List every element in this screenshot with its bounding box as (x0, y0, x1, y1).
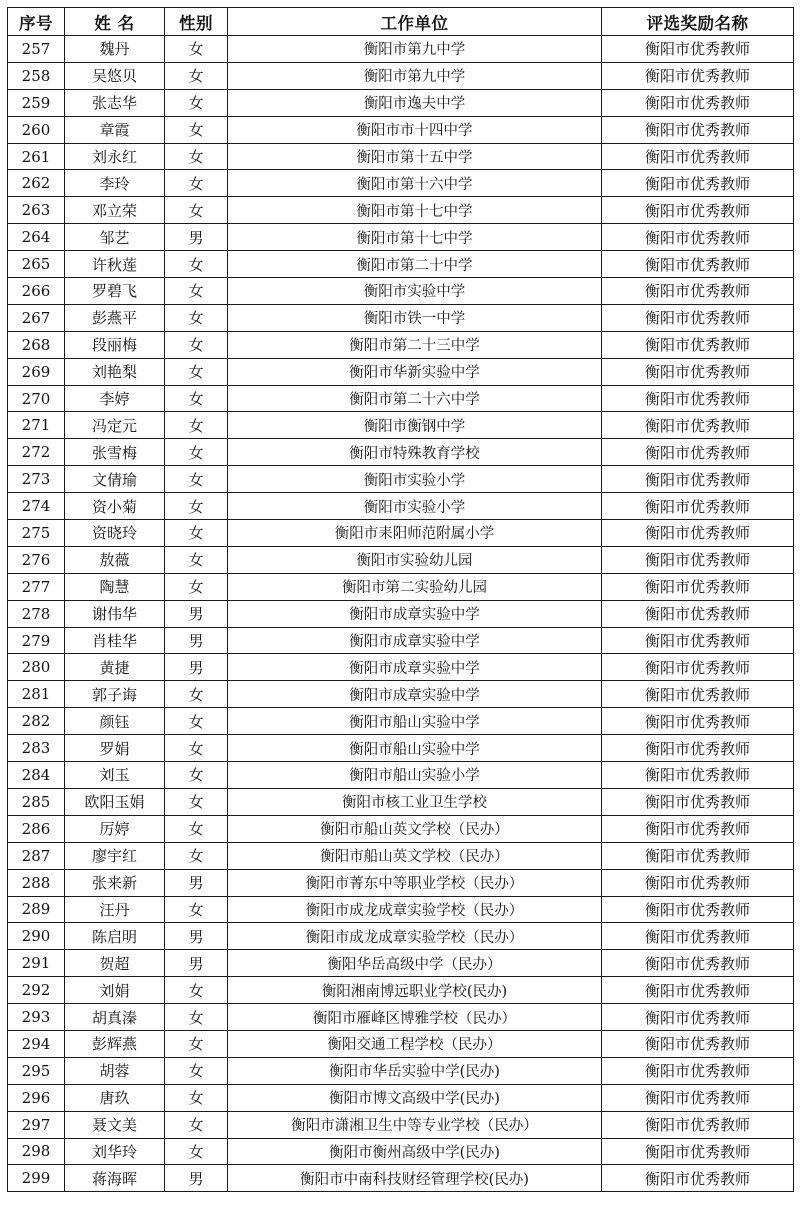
unit-cell: 衡阳市华岳实验中学(民办) (228, 1057, 602, 1084)
award-cell: 衡阳市优秀教师 (602, 627, 794, 654)
unit-cell: 衡阳交通工程学校（民办） (228, 1030, 602, 1057)
gender-cell: 男 (165, 950, 228, 977)
award-cell: 衡阳市优秀教师 (602, 170, 794, 197)
unit-cell: 衡阳湘南博远职业学校(民办) (228, 977, 602, 1004)
name-cell: 颜钰 (65, 708, 165, 735)
name-cell: 陈启明 (65, 923, 165, 950)
award-cell: 衡阳市优秀教师 (602, 1138, 794, 1165)
header-name: 姓 名 (65, 8, 165, 36)
award-cell: 衡阳市优秀教师 (602, 1084, 794, 1111)
name-cell: 郭子诲 (65, 681, 165, 708)
gender-cell: 女 (165, 116, 228, 143)
award-cell: 衡阳市优秀教师 (602, 251, 794, 278)
table-row (8, 762, 794, 789)
award-cell: 衡阳市优秀教师 (602, 950, 794, 977)
seq-cell: 262 (8, 170, 65, 197)
award-cell: 衡阳市优秀教师 (602, 385, 794, 412)
name-cell: 魏丹 (65, 36, 165, 63)
table-row (8, 815, 794, 842)
seq-cell: 291 (8, 950, 65, 977)
award-cell: 衡阳市优秀教师 (602, 197, 794, 224)
table-row (8, 1030, 794, 1057)
gender-cell: 女 (165, 681, 228, 708)
award-cell: 衡阳市优秀教师 (602, 842, 794, 869)
name-cell: 张来新 (65, 869, 165, 896)
award-cell: 衡阳市优秀教师 (602, 412, 794, 439)
award-cell: 衡阳市优秀教师 (602, 600, 794, 627)
seq-cell: 284 (8, 762, 65, 789)
seq-cell: 289 (8, 896, 65, 923)
seq-cell: 286 (8, 815, 65, 842)
seq-cell: 297 (8, 1111, 65, 1138)
seq-cell: 267 (8, 304, 65, 331)
gender-cell: 女 (165, 1057, 228, 1084)
unit-cell: 衡阳市成章实验中学 (228, 654, 602, 681)
gender-cell: 女 (165, 304, 228, 331)
table-row (8, 923, 794, 950)
name-cell: 刘艳梨 (65, 358, 165, 385)
award-cell: 衡阳市优秀教师 (602, 762, 794, 789)
table-row (8, 520, 794, 547)
table-row (8, 681, 794, 708)
unit-cell: 衡阳市潇湘卫生中等专业学校（民办） (228, 1111, 602, 1138)
seq-cell: 292 (8, 977, 65, 1004)
table-row (8, 1057, 794, 1084)
award-roster-table (7, 7, 794, 1192)
name-cell: 资晓玲 (65, 520, 165, 547)
gender-cell: 女 (165, 251, 228, 278)
award-cell: 衡阳市优秀教师 (602, 546, 794, 573)
name-cell: 聂文美 (65, 1111, 165, 1138)
table-row (8, 842, 794, 869)
seq-cell: 276 (8, 546, 65, 573)
name-cell: 胡真溱 (65, 1004, 165, 1031)
seq-cell: 257 (8, 36, 65, 63)
gender-cell: 女 (165, 36, 228, 63)
award-cell: 衡阳市优秀教师 (602, 1004, 794, 1031)
seq-cell: 296 (8, 1084, 65, 1111)
unit-cell: 衡阳市第十七中学 (228, 197, 602, 224)
unit-cell: 衡阳市特殊教育学校 (228, 439, 602, 466)
seq-cell: 285 (8, 788, 65, 815)
gender-cell: 女 (165, 385, 228, 412)
unit-cell: 衡阳市成龙成章实验学校（民办） (228, 923, 602, 950)
unit-cell: 衡阳市第九中学 (228, 36, 602, 63)
gender-cell: 女 (165, 815, 228, 842)
table-row (8, 62, 794, 89)
award-cell: 衡阳市优秀教师 (602, 62, 794, 89)
table-row (8, 654, 794, 681)
unit-cell: 衡阳市第二十三中学 (228, 331, 602, 358)
award-cell: 衡阳市优秀教师 (602, 331, 794, 358)
award-cell: 衡阳市优秀教师 (602, 89, 794, 116)
seq-cell: 261 (8, 143, 65, 170)
unit-cell: 衡阳市成章实验中学 (228, 681, 602, 708)
seq-cell: 269 (8, 358, 65, 385)
seq-cell: 287 (8, 842, 65, 869)
name-cell: 廖宇红 (65, 842, 165, 869)
unit-cell: 衡阳市衡州高级中学(民办) (228, 1138, 602, 1165)
unit-cell: 衡阳市成章实验中学 (228, 600, 602, 627)
table-row (8, 1111, 794, 1138)
seq-cell: 295 (8, 1057, 65, 1084)
award-cell: 衡阳市优秀教师 (602, 815, 794, 842)
table-row (8, 385, 794, 412)
award-cell: 衡阳市优秀教师 (602, 977, 794, 1004)
seq-cell: 264 (8, 224, 65, 251)
header-gender: 性别 (165, 8, 228, 36)
unit-cell: 衡阳市船山英文学校（民办） (228, 815, 602, 842)
gender-cell: 女 (165, 439, 228, 466)
name-cell: 罗碧飞 (65, 278, 165, 305)
unit-cell: 衡阳市核工业卫生学校 (228, 788, 602, 815)
unit-cell: 衡阳市博文高级中学(民办) (228, 1084, 602, 1111)
table-row (8, 600, 794, 627)
table-body (8, 36, 794, 1192)
gender-cell: 男 (165, 627, 228, 654)
award-cell: 衡阳市优秀教师 (602, 869, 794, 896)
name-cell: 张志华 (65, 89, 165, 116)
table-row (8, 627, 794, 654)
seq-cell: 279 (8, 627, 65, 654)
name-cell: 黄捷 (65, 654, 165, 681)
unit-cell: 衡阳市耒阳师范附属小学 (228, 520, 602, 547)
table-row (8, 708, 794, 735)
table-row (8, 36, 794, 63)
table-row (8, 143, 794, 170)
award-cell: 衡阳市优秀教师 (602, 493, 794, 520)
name-cell: 胡蓉 (65, 1057, 165, 1084)
unit-cell: 衡阳市中南科技财经管理学校(民办) (228, 1165, 602, 1192)
seq-cell: 277 (8, 573, 65, 600)
seq-cell: 293 (8, 1004, 65, 1031)
unit-cell: 衡阳市铁一中学 (228, 304, 602, 331)
table-row (8, 1004, 794, 1031)
seq-cell: 299 (8, 1165, 65, 1192)
table-row (8, 950, 794, 977)
name-cell: 谢伟华 (65, 600, 165, 627)
header-award: 评选奖励名称 (602, 8, 794, 36)
award-cell: 衡阳市优秀教师 (602, 278, 794, 305)
gender-cell: 女 (165, 493, 228, 520)
name-cell: 资小菊 (65, 493, 165, 520)
unit-cell: 衡阳市第二十中学 (228, 251, 602, 278)
unit-cell: 衡阳市实验中学 (228, 278, 602, 305)
award-cell: 衡阳市优秀教师 (602, 466, 794, 493)
gender-cell: 女 (165, 197, 228, 224)
award-cell: 衡阳市优秀教师 (602, 358, 794, 385)
gender-cell: 女 (165, 1111, 228, 1138)
unit-cell: 衡阳市衡钢中学 (228, 412, 602, 439)
gender-cell: 女 (165, 278, 228, 305)
gender-cell: 女 (165, 520, 228, 547)
seq-cell: 271 (8, 412, 65, 439)
gender-cell: 女 (165, 977, 228, 1004)
name-cell: 刘永红 (65, 143, 165, 170)
gender-cell: 女 (165, 170, 228, 197)
table-row (8, 573, 794, 600)
gender-cell: 女 (165, 358, 228, 385)
unit-cell: 衡阳市实验小学 (228, 466, 602, 493)
gender-cell: 女 (165, 1138, 228, 1165)
name-cell: 汪丹 (65, 896, 165, 923)
unit-cell: 衡阳市实验幼儿园 (228, 546, 602, 573)
unit-cell: 衡阳市逸夫中学 (228, 89, 602, 116)
award-cell: 衡阳市优秀教师 (602, 1165, 794, 1192)
name-cell: 肖桂华 (65, 627, 165, 654)
name-cell: 吴悠贝 (65, 62, 165, 89)
award-cell: 衡阳市优秀教师 (602, 520, 794, 547)
seq-cell: 273 (8, 466, 65, 493)
seq-cell: 290 (8, 923, 65, 950)
gender-cell: 女 (165, 788, 228, 815)
table-row (8, 788, 794, 815)
table-row (8, 466, 794, 493)
award-cell: 衡阳市优秀教师 (602, 1030, 794, 1057)
name-cell: 刘华玲 (65, 1138, 165, 1165)
table-row (8, 896, 794, 923)
unit-cell: 衡阳市菁东中等职业学校（民办） (228, 869, 602, 896)
award-cell: 衡阳市优秀教师 (602, 1057, 794, 1084)
gender-cell: 男 (165, 224, 228, 251)
name-cell: 邓立荣 (65, 197, 165, 224)
table-row (8, 1084, 794, 1111)
award-cell: 衡阳市优秀教师 (602, 708, 794, 735)
gender-cell: 女 (165, 546, 228, 573)
table-row (8, 439, 794, 466)
award-cell: 衡阳市优秀教师 (602, 304, 794, 331)
award-cell: 衡阳市优秀教师 (602, 573, 794, 600)
name-cell: 李婷 (65, 385, 165, 412)
table-row (8, 116, 794, 143)
name-cell: 刘玉 (65, 762, 165, 789)
name-cell: 陶慧 (65, 573, 165, 600)
table-row (8, 977, 794, 1004)
gender-cell: 男 (165, 923, 228, 950)
table-row (8, 170, 794, 197)
gender-cell: 男 (165, 869, 228, 896)
table-row (8, 331, 794, 358)
name-cell: 刘娟 (65, 977, 165, 1004)
table-row (8, 493, 794, 520)
seq-cell: 268 (8, 331, 65, 358)
unit-cell: 衡阳华岳高级中学（民办） (228, 950, 602, 977)
unit-cell: 衡阳市实验小学 (228, 493, 602, 520)
unit-cell: 衡阳市第十七中学 (228, 224, 602, 251)
name-cell: 章霞 (65, 116, 165, 143)
name-cell: 张雪梅 (65, 439, 165, 466)
seq-cell: 281 (8, 681, 65, 708)
table-row (8, 358, 794, 385)
unit-cell: 衡阳市第十五中学 (228, 143, 602, 170)
award-cell: 衡阳市优秀教师 (602, 36, 794, 63)
gender-cell: 女 (165, 708, 228, 735)
table-row (8, 1138, 794, 1165)
gender-cell: 女 (165, 1084, 228, 1111)
unit-cell: 衡阳市第二十六中学 (228, 385, 602, 412)
table-row (8, 224, 794, 251)
table-row (8, 278, 794, 305)
unit-cell: 衡阳市船山实验小学 (228, 762, 602, 789)
seq-cell: 272 (8, 439, 65, 466)
name-cell: 敖薇 (65, 546, 165, 573)
name-cell: 文倩瑜 (65, 466, 165, 493)
unit-cell: 衡阳市船山实验中学 (228, 708, 602, 735)
unit-cell: 衡阳市成龙成章实验学校（民办） (228, 896, 602, 923)
unit-cell: 衡阳市船山实验中学 (228, 735, 602, 762)
seq-cell: 275 (8, 520, 65, 547)
award-cell: 衡阳市优秀教师 (602, 654, 794, 681)
seq-cell: 294 (8, 1030, 65, 1057)
name-cell: 彭燕平 (65, 304, 165, 331)
award-cell: 衡阳市优秀教师 (602, 439, 794, 466)
name-cell: 欧阳玉娟 (65, 788, 165, 815)
table-row (8, 735, 794, 762)
award-cell: 衡阳市优秀教师 (602, 224, 794, 251)
award-cell: 衡阳市优秀教师 (602, 1111, 794, 1138)
award-cell: 衡阳市优秀教师 (602, 923, 794, 950)
unit-cell: 衡阳市第十六中学 (228, 170, 602, 197)
gender-cell: 女 (165, 331, 228, 358)
table-row (8, 546, 794, 573)
seq-cell: 283 (8, 735, 65, 762)
name-cell: 邹艺 (65, 224, 165, 251)
seq-cell: 263 (8, 197, 65, 224)
table-row (8, 197, 794, 224)
seq-cell: 298 (8, 1138, 65, 1165)
table-row (8, 412, 794, 439)
seq-cell: 278 (8, 600, 65, 627)
award-cell: 衡阳市优秀教师 (602, 896, 794, 923)
header-seq: 序号 (8, 8, 65, 36)
gender-cell: 男 (165, 1165, 228, 1192)
seq-cell: 259 (8, 89, 65, 116)
seq-cell: 288 (8, 869, 65, 896)
table-row (8, 869, 794, 896)
award-cell: 衡阳市优秀教师 (602, 735, 794, 762)
name-cell: 蒋海晖 (65, 1165, 165, 1192)
name-cell: 罗娟 (65, 735, 165, 762)
table-row (8, 89, 794, 116)
award-cell: 衡阳市优秀教师 (602, 143, 794, 170)
gender-cell: 男 (165, 654, 228, 681)
seq-cell: 274 (8, 493, 65, 520)
table-row (8, 304, 794, 331)
seq-cell: 258 (8, 62, 65, 89)
unit-cell: 衡阳市市十四中学 (228, 116, 602, 143)
name-cell: 唐玖 (65, 1084, 165, 1111)
gender-cell: 女 (165, 573, 228, 600)
award-cell: 衡阳市优秀教师 (602, 116, 794, 143)
header-row (8, 8, 794, 36)
gender-cell: 女 (165, 466, 228, 493)
unit-cell: 衡阳市第九中学 (228, 62, 602, 89)
award-cell: 衡阳市优秀教师 (602, 681, 794, 708)
seq-cell: 282 (8, 708, 65, 735)
name-cell: 厉婷 (65, 815, 165, 842)
gender-cell: 女 (165, 735, 228, 762)
unit-cell: 衡阳市华新实验中学 (228, 358, 602, 385)
seq-cell: 266 (8, 278, 65, 305)
table-row (8, 1165, 794, 1192)
gender-cell: 女 (165, 1030, 228, 1057)
gender-cell: 女 (165, 89, 228, 116)
unit-cell: 衡阳市船山英文学校（民办） (228, 842, 602, 869)
header-unit: 工作单位 (228, 8, 602, 36)
unit-cell: 衡阳市成章实验中学 (228, 627, 602, 654)
gender-cell: 女 (165, 62, 228, 89)
name-cell: 彭辉燕 (65, 1030, 165, 1057)
name-cell: 段丽梅 (65, 331, 165, 358)
gender-cell: 女 (165, 762, 228, 789)
unit-cell: 衡阳市第二实验幼儿园 (228, 573, 602, 600)
seq-cell: 280 (8, 654, 65, 681)
gender-cell: 男 (165, 600, 228, 627)
table-header (8, 8, 794, 36)
name-cell: 李玲 (65, 170, 165, 197)
gender-cell: 女 (165, 143, 228, 170)
gender-cell: 女 (165, 842, 228, 869)
gender-cell: 女 (165, 1004, 228, 1031)
seq-cell: 265 (8, 251, 65, 278)
name-cell: 许秋莲 (65, 251, 165, 278)
seq-cell: 260 (8, 116, 65, 143)
award-cell: 衡阳市优秀教师 (602, 788, 794, 815)
gender-cell: 女 (165, 412, 228, 439)
seq-cell: 270 (8, 385, 65, 412)
table-row (8, 251, 794, 278)
name-cell: 贺超 (65, 950, 165, 977)
gender-cell: 女 (165, 896, 228, 923)
unit-cell: 衡阳市雁峰区博雅学校（民办） (228, 1004, 602, 1031)
name-cell: 冯定元 (65, 412, 165, 439)
